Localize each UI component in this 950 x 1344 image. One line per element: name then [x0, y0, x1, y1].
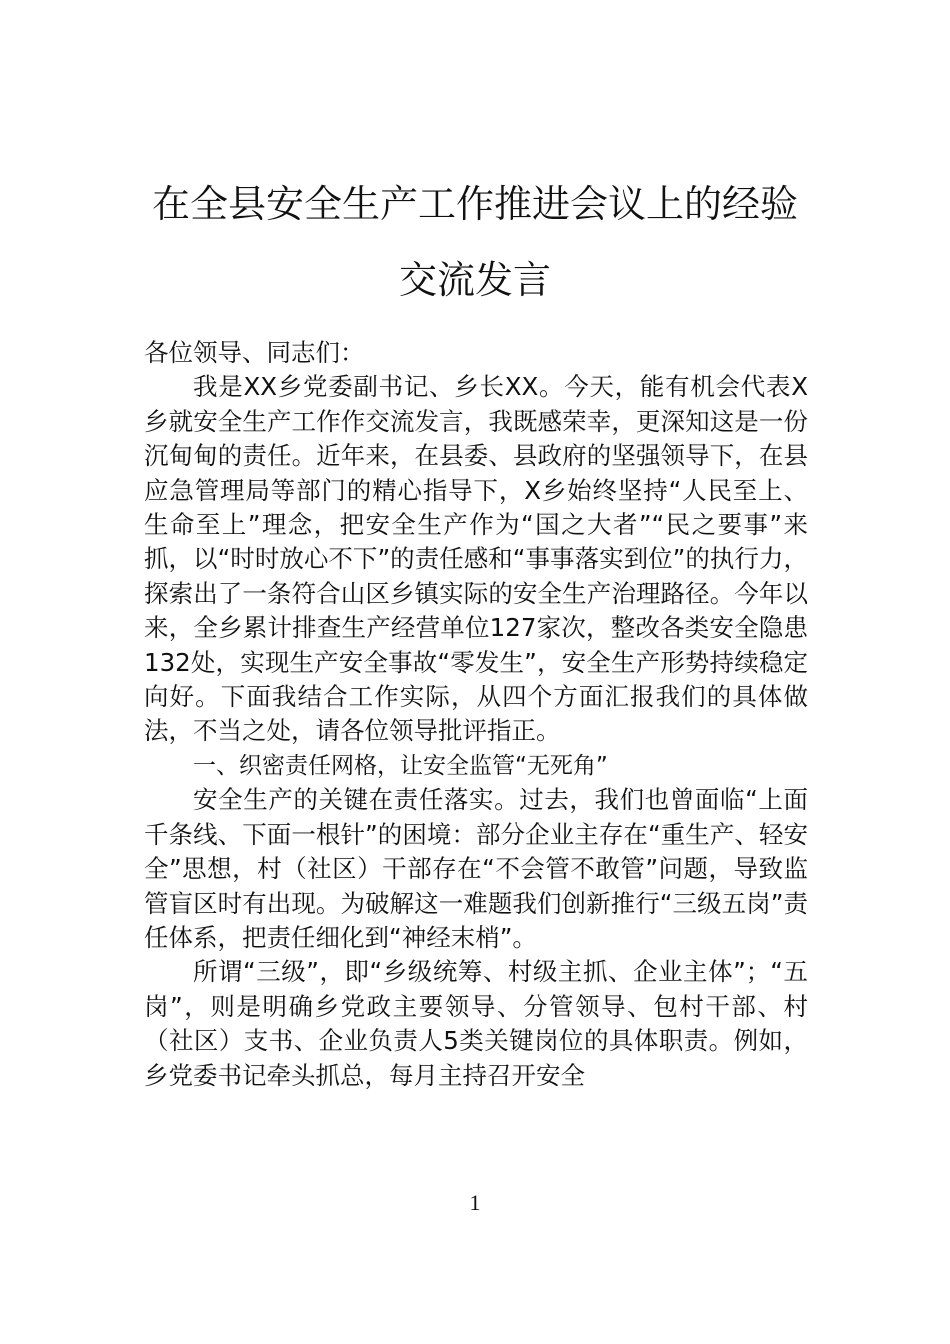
salutation: 各位领导、同志们：: [144, 338, 365, 367]
section-heading: 一、织密责任网格，让安全监管“无死角”: [193, 752, 608, 779]
page-number: 1: [469, 1190, 481, 1215]
document-body: [144, 336, 808, 1093]
document-title: 在全县安全生产工作推进会议上的经验交流发言: [151, 182, 798, 302]
paragraph-responsibility: 安全生产的关键在责任落实。过去，我们也曾面临“上面千条线、下面一根针”的困境：部分企业主存在“重生产、轻安全”思想，村（社区）干部存在“不会管不敢管”问题，导致监管盲区时有出现。为破解这一难题我们创新推行“三级五岗”责任体系，把责任细化到“神经末梢”。: [144, 785, 808, 952]
paragraph-three-levels: 所谓“三级”，即“乡级统筹、村级主抓、企业主体”；“五岗”，则是明确乡党政主要领导、分管领导、包村干部、村（社区）支书、企业负责人5类关键岗位的具体职责。例如，乡党委书记牵头抓总，每月主持召开安全: [144, 957, 808, 1090]
paragraph-intro: 我是XX乡党委副书记、乡长XX。今天，能有机会代表X乡就安全生产工作作交流发言，我既感荣幸，更深知这是一份沉甸甸的责任。近年来，在县委、县政府的坚强领导下，在县应急管理局等部门的精心指导下，X乡始终坚持“人民至上、生命至上”理念，把安全生产作为“国之大者”“民之要事”来抓，以“时时放心不下”的责任感和“事事落实到位”的执行力，探索出了一条符合山区乡镇实际的安全生产治理路径。今年以来，全乡累计排查生产经营单位127家次，整改各类安全隐患132处，实现生产安全事故“零发生”，安全生产形势持续稳定向好。下面我结合工作实际，从四个方面汇报我们的具体做法，不当之处，请各位领导批评指正。: [144, 372, 808, 746]
